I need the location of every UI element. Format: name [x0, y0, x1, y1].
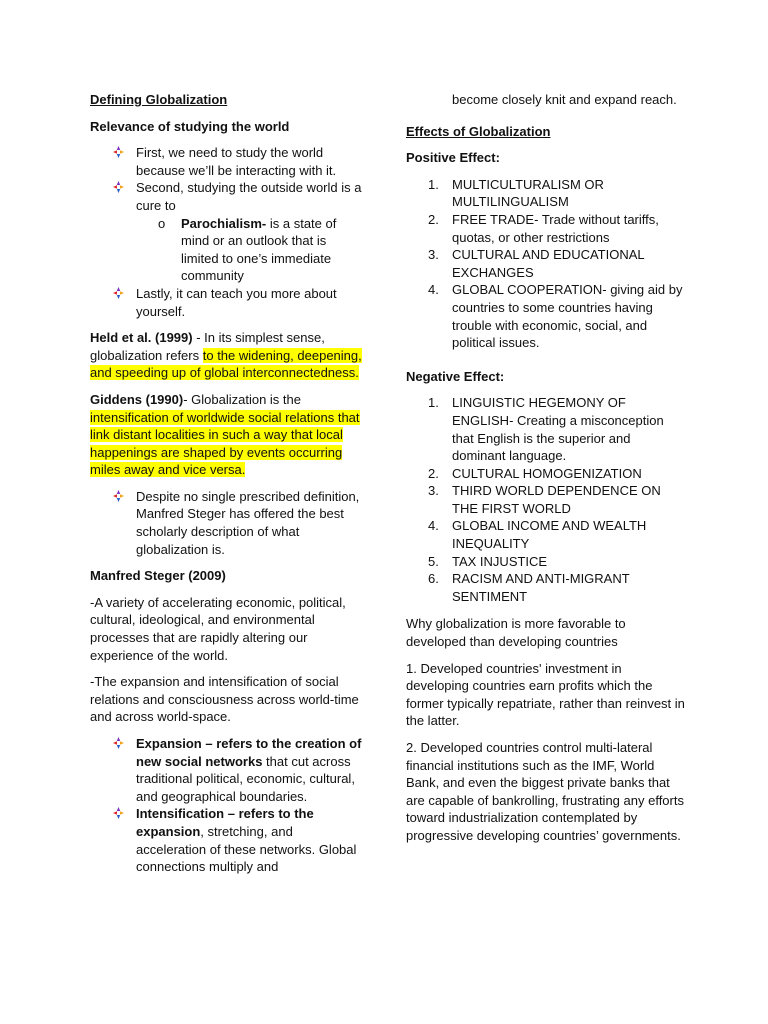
- list-item: [428, 570, 686, 605]
- why-paragraph: Why globalization is more favorable to developed than developing countries: [406, 616, 626, 650]
- reason-1-paragraph: 1. Developed countries' investment in developing countries earn profits which the former typically repatriate, rather than reinvest in the latter.: [406, 660, 685, 729]
- intensification-term: Intensification: [136, 806, 225, 822]
- negative-effects-list: [406, 394, 686, 605]
- bullet-text: Second, studying the outside world is a cure to: [136, 180, 362, 213]
- four-arrow-bullet-icon: [113, 737, 124, 749]
- item-number: 2.: [428, 211, 439, 227]
- list-item: [136, 285, 365, 320]
- four-arrow-bullet-icon: [113, 146, 124, 158]
- list-item: [136, 179, 365, 285]
- list-item: [428, 246, 686, 281]
- doc-title: Defining Globalization: [90, 92, 228, 107]
- item-number: 4.: [428, 518, 439, 534]
- intensification-definition: refers to the expansion: [136, 806, 314, 839]
- despite-list: [90, 488, 365, 558]
- item-text: FREE TRADE- Trade without tariffs, quotas, or other restrictions: [452, 211, 659, 245]
- item-text: GLOBAL INCOME AND WEALTH INEQUALITY: [452, 518, 647, 552]
- list-item: [428, 553, 686, 571]
- relevance-list: [90, 144, 365, 320]
- negative-heading: Negative Effect:: [406, 368, 505, 384]
- item-number: 1.: [428, 395, 439, 411]
- list-item: [428, 482, 686, 517]
- left-column: [90, 91, 365, 885]
- giddens-highlight: intensification of worldwide social relations that link distant localities in such a way that local happenings are shaped by events occurring miles away and vice versa.: [90, 409, 360, 478]
- parochialism-term: Parochialism-: [181, 215, 267, 231]
- continuation-text: become closely knit and expand reach.: [452, 92, 677, 107]
- four-arrow-bullet-icon: [113, 490, 124, 502]
- item-number: 2.: [428, 465, 439, 481]
- positive-heading: Positive Effect:: [406, 150, 500, 166]
- item-text: THIRD WORLD DEPENDENCE ON THE FIRST WORLD: [452, 483, 661, 516]
- giddens-text: - Globalization is the: [183, 391, 301, 407]
- item-text: TAX INJUSTICE: [452, 553, 548, 569]
- steger-paragraph-2: -The expansion and intensification of social relations and consciousness across world-time and across world-space.: [90, 674, 359, 725]
- four-arrow-bullet-icon: [113, 181, 124, 193]
- item-number: 5.: [428, 553, 439, 569]
- item-text: MULTICULTURALISM OR MULTILINGUALISM: [452, 176, 604, 210]
- list-item: [428, 517, 686, 552]
- item-number: 6.: [428, 571, 439, 587]
- item-number: 4.: [428, 282, 439, 298]
- steger-paragraph-1: -A variety of accelerating economic, political, cultural, ideological, and environmental processes that are rapidly altering our experience of the world.: [90, 594, 346, 663]
- bullet-text: Despite no single prescribed definition, Manfred Steger has offered the best scholarly description of what globalization is.: [136, 488, 360, 557]
- list-item: [136, 805, 365, 875]
- item-text: LINGUISTIC HEGEMONY OF ENGLISH- Creating a misconception that English is the superior and dominant language.: [452, 395, 664, 464]
- giddens-paragraph: [90, 391, 365, 479]
- item-number: 3.: [428, 483, 439, 499]
- list-item: [136, 144, 365, 179]
- four-arrow-bullet-icon: [113, 807, 124, 819]
- item-text: RACISM AND ANTI-MIGRANT SENTIMENT: [452, 571, 630, 604]
- list-item: [158, 215, 365, 285]
- continuation-list: [406, 91, 686, 109]
- item-text: CULTURAL AND EDUCATIONAL EXCHANGES: [452, 247, 645, 280]
- positive-effects-list: [406, 176, 686, 352]
- list-item: [428, 211, 686, 246]
- expansion-term: Expansion: [136, 736, 202, 751]
- relevance-heading: Relevance of studying the world: [90, 118, 290, 134]
- held-highlight: to the widening, deepening, and speeding up of global interconnectedness.: [90, 347, 362, 381]
- bullet-text: First, we need to study the world because we’ll be interacting with it.: [136, 145, 337, 178]
- held-paragraph: [90, 329, 365, 382]
- effects-title: Effects of Globalization: [406, 123, 551, 139]
- item-text: CULTURAL HOMOGENIZATION: [452, 465, 642, 481]
- list-item: [428, 465, 686, 483]
- item-text: GLOBAL COOPERATION- giving aid by countries to some countries having trouble with economic, social, and political issues.: [452, 282, 683, 351]
- right-column: [406, 91, 686, 854]
- list-item: [428, 281, 686, 351]
- reason-2-paragraph: 2. Developed countries control multi-lateral financial institutions such as the IMF, World Bank, and even the biggest private banks that are capable of bankrolling, frustrating any efforts toward industrialization contemplated by progressive developing countries’ governments.: [406, 740, 684, 843]
- giddens-citation: Giddens (1990): [90, 391, 184, 407]
- steger-terms-list: [90, 735, 365, 876]
- list-item: [136, 488, 365, 558]
- expansion-definition: refers to the creation of new social networks: [136, 736, 362, 769]
- sub-list: [136, 215, 365, 285]
- steger-heading: Manfred Steger (2009): [90, 568, 226, 584]
- parochialism-definition: is a state of mind or an outlook that is limited to one’s immediate community: [181, 215, 337, 284]
- expansion-rest: that cut across traditional political, economic, cultural, and geographical boundaries.: [136, 753, 355, 804]
- list-item: [452, 91, 686, 109]
- expansion-dash: –: [201, 736, 217, 751]
- bullet-text: Lastly, it can teach you more about yourself.: [136, 285, 337, 319]
- item-number: 3.: [428, 247, 439, 263]
- four-arrow-bullet-icon: [113, 287, 124, 299]
- list-item: [428, 176, 686, 211]
- circle-bullet-icon: o: [158, 215, 166, 231]
- list-item: [428, 394, 686, 464]
- held-citation: Held et al. (1999): [90, 330, 193, 346]
- intensification-dash: –: [224, 806, 239, 822]
- list-item: [136, 735, 365, 805]
- item-number: 1.: [428, 176, 439, 192]
- intensification-rest: , stretching, and acceleration of these networks. Global connections multiply and: [136, 823, 357, 875]
- held-text: - In its simplest sense, globalization refers: [90, 330, 325, 363]
